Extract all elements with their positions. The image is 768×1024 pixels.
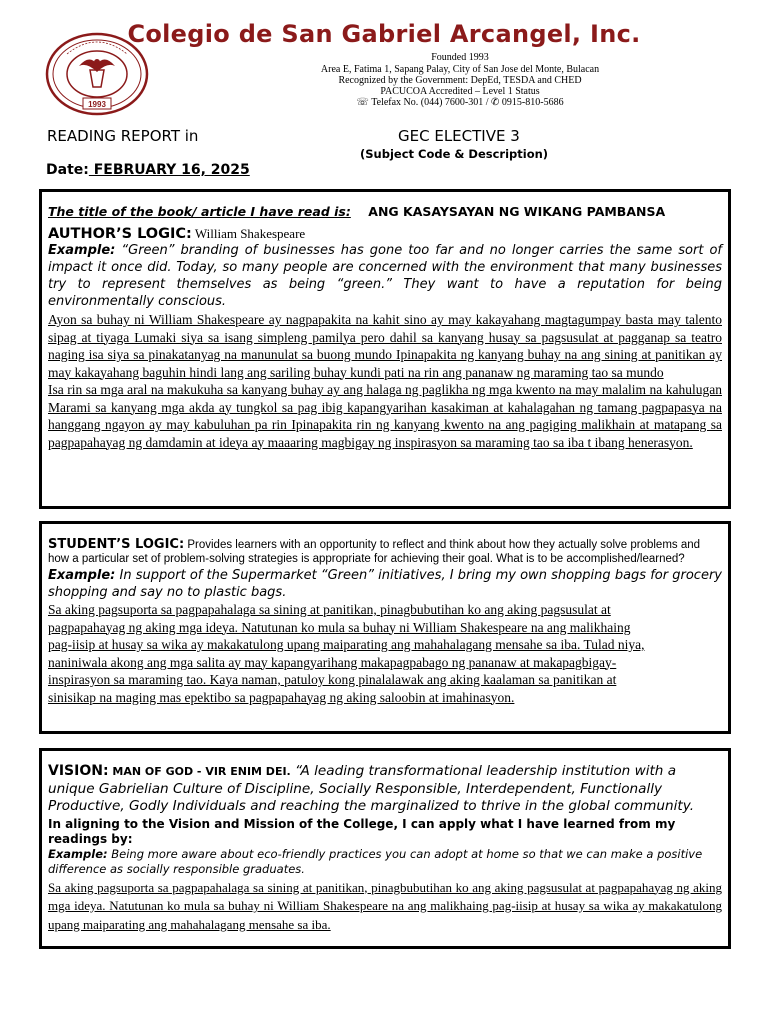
student-example [48,567,722,601]
student-logic-desc: Provides learners with an opportunity to reflect and think about how they actually solve problems and how a particular set of problem-solving strategies is appropriate for achieving their goal. What is to be accomplished/learned? [48,539,701,565]
student-answer-line: naniniwala akong ang mga salita ay may kapangyarihang makapagpabago ng pananaw at makapagbigay- [48,654,617,670]
vision-answer: Sa aking pagsuporta sa pagpapahalaga sa sining at panitikan, pinagbubutihan ko ang aking pagsusulat at pagpapahayag ng aking mga ideya. Natutunan ko mula sa buhay ni William Shakespeare na ang malikhaing pag-iisip at husay sa wika ay makakatulong upang maiparating ang mahahalagang mensahe sa iba. [48,879,722,932]
phone-icon: ☏ [356,97,372,108]
contact-text: Telefax No. (044) 7600-301 / ✆ 0915-810-5686 [371,97,564,108]
vision-example [48,847,722,877]
book-title-label: The title of the book/ article I have read is: [48,204,351,219]
subject-caption: (Subject Code & Description) [360,147,549,161]
subject-value: GEC ELECTIVE 3 [398,127,520,145]
date-label: Date: [46,162,89,178]
author-example [48,242,722,310]
author-example-text: “Green” branding of businesses has gone too far and no longer carries the same sort of impact it once did. Today, so many people are concerned with the environment that many businesses try to represent themselves as being “green.” They want to have a reputation for being environmentally conscious. [48,243,722,309]
author-paragraph-1: Ayon sa buhay ni William Shakespeare ay nagpapakita na kahit sino ay may kakayahang magtagumpay basta may talento sipag at tiyaga Lumaki siya sa isang simpleng pamilya pero dahil sa kanyang husay sa pagsusulat at pagganap sa teatro naging isa siya sa pinakatanyag na manunulat sa buong mundo Ipinapakita ng kanyang buhay na ang sining at panitikan ay may kakayahang baguhin hindi lang ang sariling buhay kundi pati na rin ang pananaw ng maraming tao sa mundo [48,312,722,380]
date-value: FEBRUARY 16, 2025 [88,162,250,178]
author-logic-label: AUTHOR’S LOGIC: [48,226,192,242]
vision-example-text: Being more aware about eco-friendly practices you can adopt at home so that we can make a positive difference as socially responsible graduates. [48,846,703,876]
student-answer-line: Sa aking pagsuporta sa pagpapahalaga sa sining at panitikan, pinagbubutihan ko ang aking pagsusulat at [48,602,611,617]
address-text: Area E, Fatima 1, Sapang Palay, City of San Jose del Monte, Bulacan [320,64,600,75]
book-title-value: ANG KASAYSAYAN NG WIKANG PAMBANSA [368,204,666,219]
vision-text: “A leading transformational leadership institution with a unique Gabrielian Culture of Discipline, Socially Responsible, Interdependent, Functionally Productive, Godly Individuals and reaching the marginalized to thrive in the global community. [48,763,695,814]
accreditation-text: PACUCOA Accredited – Level 1 Status [380,86,540,97]
seal-year-text: 1993 [88,100,106,109]
school-name: Colegio de San Gabriel Arcangel, Inc. [127,20,641,48]
student-logic-box [39,521,731,734]
student-answer-line: pagpapahayag ng aking mga ideya. Natutunan ko mula sa buhay ni William Shakespeare na ang malikhaing [48,619,631,635]
founded-text: Founded 1993 [431,52,489,63]
student-logic-intro [48,538,722,566]
contact-line [150,97,768,109]
recognition-text: Recognized by the Government: DepEd, TESDA and CHED [338,75,582,86]
student-answer-line: sinisikap na maging mas epektibo sa pagpapahayag ng aking saloobin at imahinasyon. [48,689,515,705]
vision-example-label: Example: [48,846,108,861]
author-logic-box [39,189,731,509]
student-example-text: In support of the Supermarket “Green” initiatives, I bring my own shopping bags for grocery shopping and say no to plastic bags. [48,568,722,600]
student-answer-line: inspirasyon sa maraming tao. Kaya naman, patuloy kong pinalalawak ang aking kaalaman sa panitikan at [48,672,617,687]
author-paragraph-2: Isa rin sa mga aral na makukuha sa kanyang buhay ay ang halaga ng paglikha ng mga kwento na may malalim na kahulugan Marami sa kanyang mga akda ay tungkol sa pag ibig kapangyarihan kasakiman at kahalagahan ng tamang pagpapasya na hanggang ngayon ay may kabuluhan pa rin Ipinapakita rin ng kanyang kwento na ang pagiging malikhain at matapang sa pagpapahayag ng damdamin at ideya ay maaaring magbigay ng inspirasyon sa maraming tao sa iba t ibang henerasyon. [48,382,722,450]
book-title-line [48,204,722,220]
vision-statement [48,763,722,816]
student-answer-line: pag-iisip at husay sa wika ay makakatulong upang maiparating ang mahahalagang mensahe sa iba. Tulad niya, [48,637,645,652]
vision-label: VISION: [48,763,109,779]
student-answer [48,601,722,706]
report-label: READING REPORT in [47,127,199,145]
vision-box [39,748,731,949]
author-example-label: Example: [48,243,116,258]
student-logic-label: STUDENT’S LOGIC: [48,537,185,552]
author-line [48,226,722,242]
aligning-statement: In aligning to the Vision and Mission of the College, I can apply what I have learned from my readings by: [48,816,676,846]
author-value: William Shakespeare [191,226,306,241]
date-line [46,162,250,178]
vision-motto: MAN OF GOD - VIR ENIM DEI. [108,765,291,778]
student-example-label: Example: [48,568,116,583]
